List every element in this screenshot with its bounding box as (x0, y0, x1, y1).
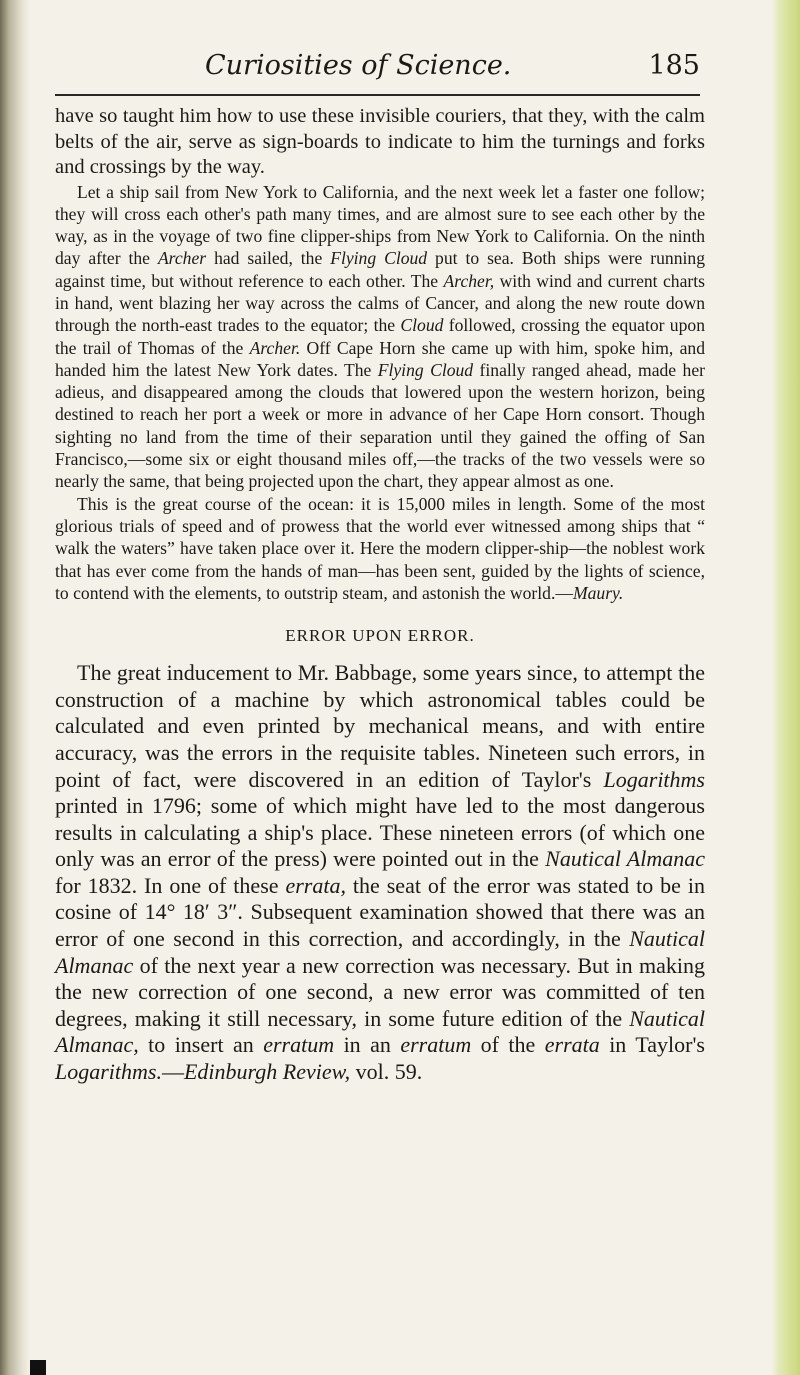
source-citation: Edinburgh Review, (183, 1059, 351, 1085)
page-number: 185 (648, 50, 700, 81)
continuation-paragraph: have so taught him how to use these invisible couriers, that they, with the calm belts of the air, serve as sign-boards to indicate to him the turnings and forks and crossings by the way. (55, 105, 705, 178)
ocean-course-paragraph: This is the great course of the ocean: it is 15,000 miles in length. Some of the most glorious trials of speed and of prowess that the world ever witnessed among ships that “ walk the waters” have taken place over it. Here the modern clipper-ship—the noblest work that has ever come from the hands of man—has been sent, guided by the lights of science, to contend with the elements, to outstrip steam, and astonish the world.—Maury. (55, 493, 705, 603)
author-attribution: Maury. (572, 582, 624, 603)
page-body (55, 104, 705, 1086)
page-header (55, 50, 700, 96)
running-title: Curiosities of Science. (205, 50, 512, 81)
ink-mark (30, 1360, 46, 1375)
page-edges (772, 0, 800, 1375)
binding-shadow (0, 0, 30, 1375)
babbage-paragraph: The great inducement to Mr. Babbage, some years since, to attempt the construction of a machine by which astronomical tables could be calculated and even printed by mechanical means, and with entire accuracy, was the errors in the requisite tables. Nineteen such errors, in point of fact, were discovered in an edition of Taylor's Logarithms printed in 1796; some of which might have led to the most dangerous results in calculating a ship's place. These nineteen errors (of which one only was an error of the press) were pointed out in the Nautical Almanac for 1832. In one of these errata, the seat of the error was stated to be in cosine of 14° 18′ 3″. Subsequent examination showed that there was an error of one second in this correction, and accordingly, in the Nautical Almanac of the next year a new correction was necessary. But in making the new correction of one second, a new error was committed of ten degrees, making it still necessary, in some future edition of the Nautical Almanac, to insert an erratum in an erratum of the errata in Taylor's Logarithms.—Edinburgh Review, vol. 59. (55, 660, 705, 1085)
section-heading: ERROR UPON ERROR. (285, 626, 475, 646)
book-page (55, 50, 755, 1086)
ship-race-paragraph: Let a ship sail from New York to California, and the next week let a faster one follow; they will cross each other's path many times, and are almost sure to see each other by the way, as in the voyage of two fine clipper-ships from New York to California. On the ninth day after the Archer had sailed, the Flying Cloud put to sea. Both ships were running against time, but without reference to each other. The Archer, with wind and current charts in hand, went blazing her way across the calms of Cancer, and along the new route down through the north-east trades to the equator; the Cloud followed, crossing the equator upon the trail of Thomas of the Archer. Off Cape Horn she came up with him, spoke him, and handed him the latest New York dates. The Flying Cloud finally ranged ahead, made her adieus, and disappeared among the clouds that lowered upon the western horizon, being destined to reach her port a week or more in advance of her Cape Horn consort. Though sighting no land from the time of their separation until they gained the offing of San Francisco,—some six or eight thousand miles off,—the tracks of the two vessels were so nearly the same, that being projected upon the chart, they appear almost as one. (55, 181, 705, 492)
